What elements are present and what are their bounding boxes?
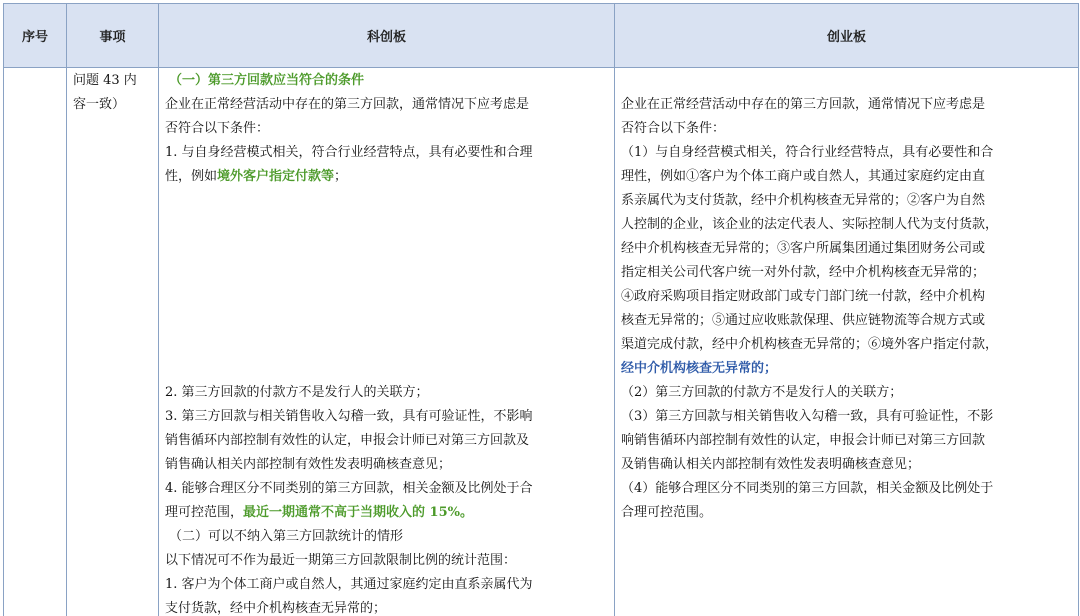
cell-gem-market — [615, 68, 1079, 616]
section-title: （一）第三方回款应当符合的条件 — [169, 73, 365, 88]
cell-seq — [4, 68, 67, 616]
text-line: 支付货款，经中介机构核查无异常的； — [165, 601, 387, 616]
text-line: 否符合以下条件： — [165, 121, 270, 136]
header-star-market: 科创板 — [159, 4, 615, 68]
text-line: 响销售循环内部控制有效性的认定，申报会计师已对第三方回款 — [621, 433, 986, 448]
text-line: （3）第三方回款与相关销售收入勾稽一致，具有可验证性，不影 — [621, 409, 994, 424]
text-line: 及销售确认相关内部控制有效性发表明确核查意见； — [621, 457, 921, 472]
text-line: （1）与自身经营模式相关，符合行业经营特点，具有必要性和合 — [621, 145, 994, 160]
gem-market-text — [615, 68, 1078, 525]
seq-text — [4, 68, 66, 69]
cell-item — [67, 68, 159, 616]
header-item: 事项 — [67, 4, 159, 68]
header-seq: 序号 — [4, 4, 67, 68]
comparison-table — [3, 3, 1079, 616]
text-line: 企业在正常经营活动中存在的第三方回款，通常情况下应考虑是 — [621, 97, 986, 112]
text-fragment: 理可控范围， — [165, 505, 244, 520]
highlight-text: 经中介机构核查无异常的； — [621, 361, 778, 376]
highlight-text: 最近一期通常不高于当期收入的 15%。 — [243, 505, 473, 520]
text-line: 1. 与自身经营模式相关，符合行业经营特点，具有必要性和合理 — [165, 145, 533, 160]
text-line: 人控制的企业，该企业的法定代表人、实际控制人代为支付货款， — [621, 217, 999, 232]
text-line: 销售循环内部控制有效性的认定，申报会计师已对第三方回款及 — [165, 433, 530, 448]
item-text — [67, 68, 158, 117]
text-line: 4. 能够合理区分不同类别的第三方回款，相关金额及比例处于合 — [165, 481, 533, 496]
text-line: 合理可控范围。 — [621, 505, 713, 520]
text-line: 渠道完成付款，经中介机构核查无异常的；⑥境外客户指定付款， — [621, 337, 999, 352]
text-fragment: 性，例如 — [165, 169, 218, 184]
text-line: 1. 客户为个体工商户或自然人，其通过家庭约定由直系亲属代为 — [165, 577, 533, 592]
text-line: 企业在正常经营活动中存在的第三方回款，通常情况下应考虑是 — [165, 97, 530, 112]
item-line: 容一致） — [73, 97, 126, 112]
star-market-text — [159, 68, 614, 616]
highlight-text: 境外客户指定付款等 — [217, 169, 335, 184]
text-line: 3. 第三方回款与相关销售收入勾稽一致，具有可验证性，不影响 — [165, 409, 533, 424]
text-line: 系亲属代为支付货款，经中介机构核查无异常的；②客户为自然 — [621, 193, 986, 208]
text-line: 核查无异常的；⑤通过应收账款保理、供应链物流等合规方式或 — [621, 313, 986, 328]
text-line: 否符合以下条件： — [621, 121, 726, 136]
text-line: 指定相关公司代客户统一对外付款，经中介机构核查无异常的； — [621, 265, 986, 280]
text-line: 经中介机构核查无异常的；③客户所属集团通过集团财务公司或 — [621, 241, 986, 256]
text-fragment: ； — [334, 169, 348, 184]
text-line: 理性，例如①客户为个体工商户或自然人，其通过家庭约定由直 — [621, 169, 986, 184]
text-line — [165, 165, 608, 189]
text-line: 2. 第三方回款的付款方不是发行人的关联方； — [165, 385, 429, 400]
text-line: （4）能够合理区分不同类别的第三方回款，相关金额及比例处于 — [621, 481, 994, 496]
text-line: ④政府采购项目指定财政部门或专门部门统一付款，经中介机构 — [621, 289, 986, 304]
text-line: 销售确认相关内部控制有效性发表明确核查意见； — [165, 457, 452, 472]
text-line — [165, 501, 608, 525]
section-title: （二）可以不纳入第三方回款统计的情形 — [169, 529, 404, 544]
cell-star-market — [159, 68, 615, 616]
header-gem-market: 创业板 — [615, 4, 1079, 68]
table-row — [4, 68, 1079, 616]
text-line: （2）第三方回款的付款方不是发行人的关联方； — [621, 385, 903, 400]
item-line: 问题 43 内 — [73, 73, 137, 88]
table-header-row — [4, 4, 1079, 68]
text-line: 以下情况可不作为最近一期第三方回款限制比例的统计范围： — [165, 553, 517, 568]
